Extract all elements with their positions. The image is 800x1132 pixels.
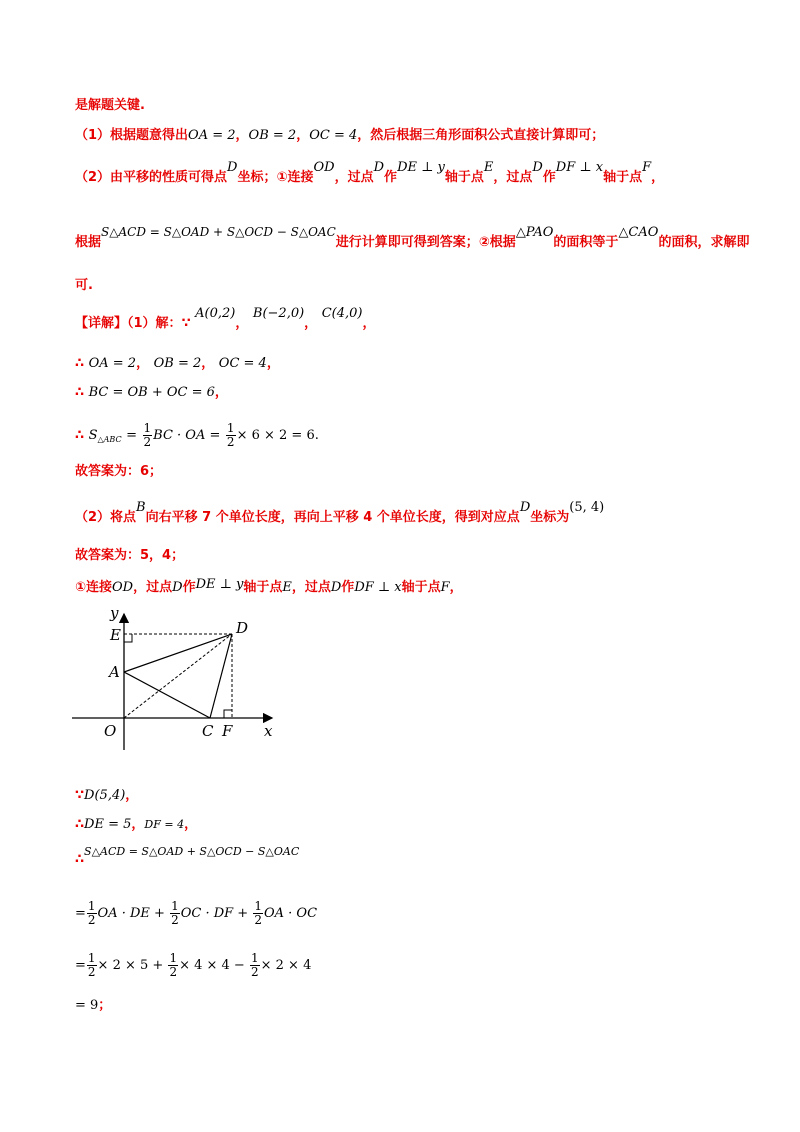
therefore-symbol: ∴: [75, 356, 85, 371]
calc-line1-c: OA · OC: [263, 906, 318, 921]
calc-result: = 9: [75, 998, 99, 1013]
step-2: [75, 383, 228, 403]
because-symbol: ∵: [75, 788, 85, 803]
sub1-point-d2: D: [330, 580, 342, 595]
answer-2: [75, 546, 184, 566]
calc-area-formula-text: S△ACD = S△OAD + S△OCD − S△OAC: [84, 845, 300, 858]
sub-step-1: [75, 578, 463, 598]
step3-period: .: [314, 428, 319, 443]
frac-num: 1: [171, 899, 179, 913]
calc-line1-a: OA · DE +: [97, 906, 165, 921]
sub1-point-d: D: [172, 580, 183, 595]
hint3-c: 的面积等于: [553, 235, 619, 250]
hint1-oc: OC = 4: [309, 128, 358, 143]
segment-ad: [124, 634, 232, 672]
calc-line2-b: × 4 × 4 −: [179, 958, 245, 973]
detail-comma-1: ，: [235, 316, 249, 331]
label-f: F: [222, 722, 233, 740]
hint2-point-d2: D: [373, 160, 385, 175]
sub1-df-perp-x: DF ⊥ x: [354, 580, 402, 595]
point-b-coord: B(−2,0): [252, 306, 305, 321]
hint1-sep1: ，: [235, 128, 249, 143]
detail-comma-3: ，: [362, 316, 376, 331]
frac-den: 2: [171, 913, 179, 927]
label-x: x: [264, 722, 273, 740]
detail-part1: （1）解：: [127, 316, 182, 331]
hint2-i: ，: [651, 170, 665, 185]
part-2: [75, 500, 605, 528]
hint3-triangle-cao: △CAO: [618, 225, 659, 240]
calc-comma-2: ，: [184, 817, 198, 832]
fraction: [87, 952, 97, 979]
step-1: [75, 354, 280, 374]
label-d: D: [236, 619, 249, 637]
segment-od: [124, 634, 232, 718]
fraction: [168, 952, 178, 979]
calc-line2-a: × 2 × 5 +: [97, 958, 164, 973]
step3-mid: BC · OA =: [153, 428, 221, 443]
calc-line2-c: × 2 × 4: [260, 958, 312, 973]
fraction: [87, 900, 97, 927]
segment-cd: [210, 634, 232, 718]
hint2-a: （2）由平移的性质可得点: [75, 170, 228, 185]
hint2-c: ，过点: [334, 170, 374, 185]
frac-den: 2: [250, 965, 259, 979]
calc-line2-equals: =: [75, 958, 86, 973]
label-a: A: [109, 663, 120, 681]
frac-num: 1: [87, 951, 96, 965]
sub1-h: ，: [449, 580, 463, 595]
answer-1-text: 故答案为：6；: [75, 464, 163, 479]
part2-point-b: B: [136, 500, 146, 515]
sub1-f: 作: [341, 580, 355, 595]
hint3-area-formula: S△ACD = S△OAD + S△OCD − S△OAC: [101, 225, 336, 239]
step3-s: S: [88, 428, 98, 443]
calc-sep: ，: [131, 817, 145, 832]
hint-line-2: [75, 160, 665, 188]
calc-area-formula: [75, 842, 300, 867]
sub1-point-f: F: [440, 580, 450, 595]
step1-comma-1: ，: [136, 356, 150, 371]
step1-comma-3: ，: [266, 356, 280, 371]
hint1-prefix: （1）根据题意得出: [75, 128, 189, 143]
detail-line: [75, 306, 376, 334]
hint2-od: OD: [313, 160, 335, 175]
step1-oa: OA = 2: [88, 356, 137, 371]
step3-fraction-2: [226, 422, 236, 449]
hint-line-4: [75, 276, 93, 296]
step2-comma: ，: [214, 385, 228, 400]
point-c-coord: C(4,0): [321, 306, 363, 321]
frac-den: 2: [226, 435, 235, 449]
hint2-h: 轴于点: [603, 170, 643, 185]
hint1-oa: OA = 2: [188, 128, 236, 143]
label-c: C: [202, 722, 214, 740]
hint-line-1: [75, 126, 604, 146]
point-a-coord: A(0,2): [195, 306, 236, 321]
frac-num: 1: [226, 421, 235, 435]
calc-line-2: [75, 952, 311, 979]
step3-fraction-1: [143, 422, 153, 449]
frac-num: 1: [169, 951, 178, 965]
part2-coordinate: (5, 4): [569, 500, 605, 515]
step1-comma-2: ，: [201, 356, 215, 371]
frac-den: 2: [87, 965, 96, 979]
label-y: y: [110, 604, 119, 622]
calc-lengths: [75, 815, 197, 835]
frac-num: 1: [254, 899, 262, 913]
calc-line1-equals: =: [75, 906, 86, 921]
hint-line-3: [75, 225, 750, 253]
hint2-point-e: E: [483, 160, 494, 175]
hint2-g: 作: [542, 170, 556, 185]
hint4-text: 可.: [75, 278, 93, 293]
sub1-c: 作: [182, 580, 196, 595]
hint3-a: 根据: [75, 235, 102, 250]
therefore-symbol: ∴: [75, 428, 85, 443]
therefore-symbol: ∴: [75, 852, 85, 867]
therefore-symbol: ∴: [75, 385, 85, 400]
calc-comma: ，: [125, 788, 139, 803]
hint2-point-d3: D: [532, 160, 543, 175]
label-e: E: [110, 626, 121, 644]
calc-df: DF = 4: [144, 818, 185, 831]
sub1-de-perp-y: DE ⊥ y: [195, 577, 244, 592]
calc-d-coord: D(5,4): [84, 788, 126, 803]
frac-den: 2: [254, 913, 262, 927]
fraction: [170, 900, 180, 927]
calc-line-1: [75, 900, 317, 927]
coordinate-figure: [60, 600, 300, 760]
part2-c: 坐标为: [530, 510, 570, 525]
hint2-b: 坐标；①连接: [237, 170, 314, 185]
sub1-d: 轴于点: [243, 580, 283, 595]
calc-de: DE = 5: [84, 817, 132, 832]
key-sentence: 是解题关键.: [75, 98, 145, 113]
hint2-f: ，过点: [493, 170, 533, 185]
hint2-e: 轴于点: [444, 170, 484, 185]
step3-subscript: △ABC: [97, 435, 122, 444]
segment-ac: [124, 672, 210, 718]
fraction: [253, 900, 263, 927]
part2-point-d: D: [519, 500, 531, 515]
answer-2-text: 故答案为：5，4；: [75, 548, 185, 563]
sub1-point-e: E: [282, 580, 292, 595]
hint2-point-f: F: [642, 160, 652, 175]
step2-equation: BC = OB + OC = 6: [88, 385, 215, 400]
hint1-ob: OB = 2: [248, 128, 297, 143]
step3-equals: =: [126, 428, 137, 443]
detail-comma-2: ，: [304, 316, 318, 331]
sub1-od: OD: [112, 580, 134, 595]
frac-den: 2: [169, 965, 178, 979]
detail-label: 【详解】: [75, 316, 128, 331]
hint3-triangle-pao: △PAO: [515, 225, 554, 240]
hint3-d: 的面积，求解即: [658, 235, 750, 250]
sub1-g: 轴于点: [401, 580, 441, 595]
sub1-e: ，过点: [291, 580, 331, 595]
therefore-symbol: ∴: [75, 817, 85, 832]
frac-num: 1: [250, 951, 259, 965]
sub1-a: ①连接: [75, 580, 113, 595]
fraction: [250, 952, 260, 979]
because-symbol: ∵: [181, 316, 191, 331]
sub1-b: ，过点: [133, 580, 173, 595]
frac-num: 1: [87, 899, 96, 913]
hint1-sep2: ，: [296, 128, 310, 143]
frac-den: 2: [143, 435, 152, 449]
step1-oc: OC = 4: [218, 356, 267, 371]
right-angle-e: [124, 634, 132, 642]
part2-b: 向右平移 7 个单位长度，再向上平移 4 个单位长度，得到对应点: [145, 510, 520, 525]
part2-a: （2）将点: [75, 510, 137, 525]
frac-den: 2: [87, 913, 96, 927]
hint2-de-perp-y: DE ⊥ y: [397, 160, 445, 175]
step1-ob: OB = 2: [153, 356, 202, 371]
calc-given: [75, 786, 138, 806]
right-angle-f: [224, 710, 232, 718]
hint2-df-perp-x: DF ⊥ x: [555, 160, 604, 175]
hint2-d: 作: [384, 170, 398, 185]
label-o: O: [104, 722, 117, 740]
calc-line1-b: OC · DF +: [180, 906, 249, 921]
hint3-b: 进行计算即可得到答案；②根据: [335, 235, 516, 250]
calc-line-3: [75, 996, 111, 1016]
intro-text: [75, 96, 145, 116]
step3-tail: × 6 × 2 = 6: [236, 428, 315, 443]
hint1-suffix: ，然后根据三角形面积公式直接计算即可；: [357, 128, 605, 143]
calc-line3-end: ；: [98, 998, 112, 1013]
step-3: [75, 422, 319, 450]
answer-1: [75, 462, 162, 482]
hint2-point-d: D: [227, 160, 238, 175]
frac-num: 1: [143, 421, 152, 435]
